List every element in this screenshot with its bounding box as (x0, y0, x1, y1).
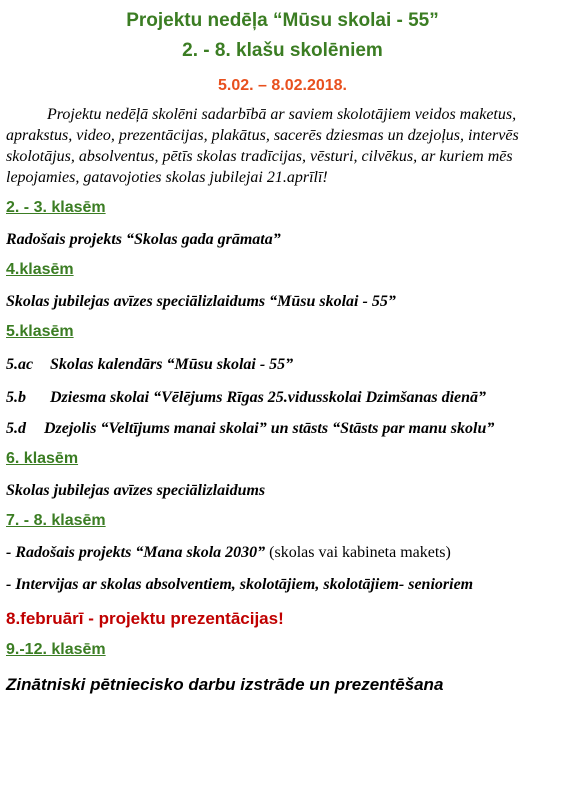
item-text: Skolas kalendārs “Mūsu skolai - 55” (50, 356, 294, 373)
item-text: Dziesma skolai “Vēlējums Rīgas 25.vidusskolai Dzimšanas dienā” (50, 389, 487, 406)
title-line-2: 2. - 8. klašu skolēniem (182, 40, 383, 61)
item-grades-2-3: Radošais projekts “Skolas gada grāmata” (6, 231, 281, 248)
heading-grades-7-8: 7. - 8. klasēm (6, 512, 106, 529)
item-grades-7-8-interviews: - Intervijas ar skolas absolventiem, skolotājiem, skolotājiem- senioriem (6, 576, 474, 593)
item-grade-6: Skolas jubilejas avīzes speciālizlaidums (6, 482, 266, 499)
item-grade-5b (6, 388, 559, 408)
title-line-1: Projektu nedēļa “Mūsu skolai - 55” (126, 10, 439, 31)
item-grade-4: Skolas jubilejas avīzes speciālizlaidums “Mūsu skolai - 55” (6, 293, 396, 310)
heading-grades-2-3: 2. - 3. klasēm (6, 199, 106, 216)
presentation-announcement: 8.februārī - projektu prezentācijas! (6, 609, 284, 628)
item-grade-5d (6, 419, 559, 439)
item-grades-7-8-project (6, 543, 559, 563)
item-grade-5ac (6, 355, 559, 375)
project-dates: 5.02. – 8.02.2018. (218, 77, 347, 94)
heading-grade-6: 6. klasēm (6, 450, 79, 467)
class-code: 5.d (6, 420, 26, 437)
heading-grades-9-12: 9.-12. klasēm (6, 641, 106, 658)
class-code: 5.b (6, 389, 26, 406)
intro-paragraph: Projektu nedēļā skolēni sadarbībā ar saviem skolotājiem veidos maketus, aprakstus, video, prezentācijas, plakātus, sacerēs dziesmas un dzejoļus, intervēs skolotājus, absolventus, pētīs skolas tradīcijas, vēsturi, cilvēkus, ar kuriem mēs lepojamies, gatavojoties skolas jubilejai 21.aprīlī! (6, 106, 519, 186)
item-text: Dzejolis “Veltījums manai skolai” un stāsts “Stāsts par manu skolu” (44, 420, 495, 437)
item-grades-9-12: Zinātniski pētniecisko darbu izstrāde un prezentēšana (6, 675, 444, 694)
heading-grade-4: 4.klasēm (6, 261, 74, 278)
item-text-bold: - Radošais projekts “Mana skola 2030” (6, 544, 266, 561)
item-text-note: (skolas vai kabineta makets) (265, 544, 451, 561)
heading-grade-5: 5.klasēm (6, 323, 74, 340)
class-code: 5.ac (6, 356, 34, 373)
